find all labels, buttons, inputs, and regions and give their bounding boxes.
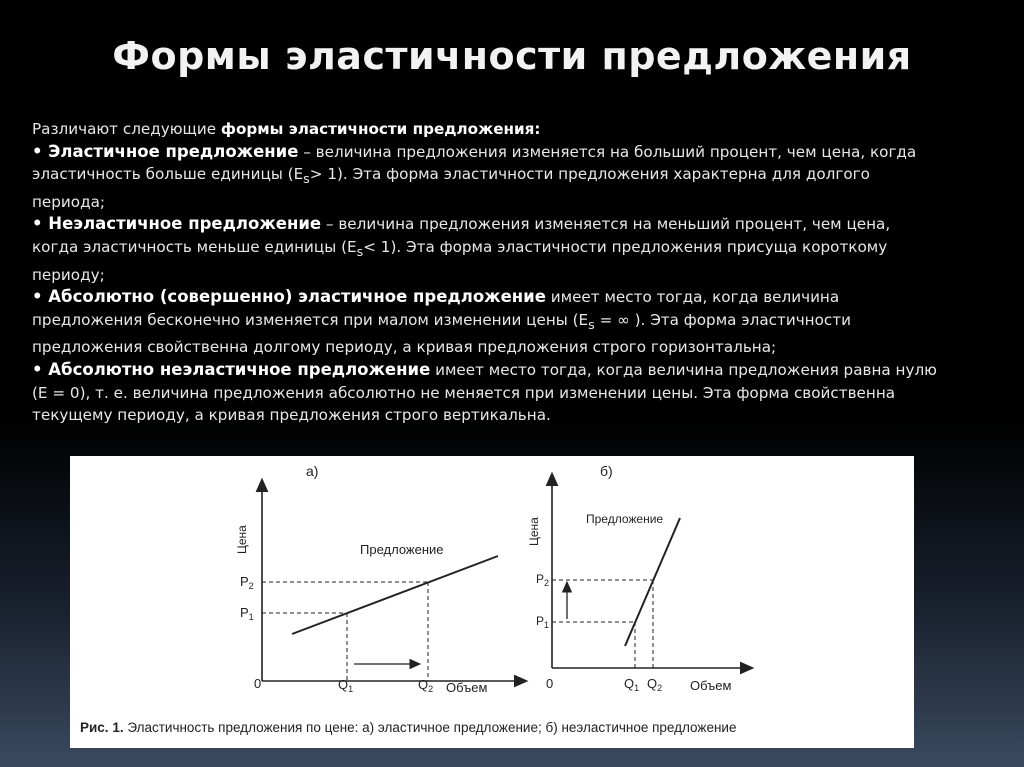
- panel-a-x-axis-label: Объем: [446, 680, 488, 695]
- bullet-inelastic-text-b-post: < 1). Эта форма эластичности предложения присуща короткому: [363, 238, 888, 256]
- panel-a-q1-label: $Q_1$: [338, 677, 354, 694]
- slide-title: Формы эластичности предложения: [112, 34, 912, 78]
- bullet-perfect-elastic-text-a: имеет место тогда, когда величина: [545, 288, 840, 307]
- bullet-perfect-inelastic-cont: (E = 0), т. е. величина предложения абсолютно не меняется при изменении цены. Эта форма свойственна: [32, 383, 896, 402]
- bullet-elastic-text-b-post: > 1). Эта форма эластичности предложения характерна для долгого: [309, 165, 870, 184]
- figure-panel: [70, 456, 914, 748]
- figure-caption-text: Эластичность предложения по цене: а) эластичное предложение; б) неэластичное предложение: [123, 720, 737, 735]
- panel-b-y-axis-label: Цена: [527, 517, 541, 546]
- slide-body: [32, 118, 982, 427]
- bullet-elastic-text-a: – величина предложения изменяется на больший процент, чем цена, когда: [298, 142, 917, 161]
- bullet-perfect-elastic: [32, 286, 982, 309]
- intro-line: [32, 118, 982, 141]
- panel-a-curve-label: Предложение: [360, 542, 444, 557]
- bullet-elastic-cont: [32, 163, 982, 191]
- bullet-perfect-elastic-text-b-post: = ∞ ). Эта форма эластичности: [594, 310, 851, 329]
- panel-b-label: б): [600, 463, 613, 479]
- bullet-elastic-head: • Эластичное предложение: [32, 141, 299, 161]
- panel-b-q1-label: $Q_1$: [624, 676, 640, 693]
- bullet-inelastic-head: • Неэластичное предложение: [32, 214, 322, 234]
- panel-b: [527, 463, 748, 693]
- panel-a: [235, 463, 522, 695]
- subscript-s: s: [588, 316, 595, 332]
- bullet-perfect-elastic-head: • Абсолютно (совершенно) эластичное предложение: [32, 287, 546, 307]
- subscript-s: s: [356, 244, 364, 260]
- figure-caption: [80, 720, 910, 735]
- bullet-inelastic-text-a: – величина предложения изменяется на меньший процент, чем цена,: [321, 215, 891, 234]
- bullet-perfect-elastic-text-b-pre: предложения бесконечно изменяется при малом изменении цены (E: [32, 310, 589, 329]
- panel-b-p1-label: $P_1$: [536, 614, 550, 630]
- panel-a-y-axis-label: Цена: [235, 525, 249, 554]
- panel-a-origin: 0: [254, 676, 262, 691]
- bullet-inelastic-text-b-pre: когда эластичность меньше единицы (E: [32, 238, 357, 256]
- figure-caption-number: Рис. 1.: [80, 720, 124, 735]
- panel-a-q2-label: $Q_2$: [418, 677, 434, 694]
- panel-a-label: а): [306, 463, 319, 479]
- panel-a-supply-curve: [292, 556, 498, 634]
- intro-prefix: Различают следующие: [32, 120, 221, 138]
- panel-a-p2-label: $P_2$: [240, 574, 254, 591]
- bullet-perfect-inelastic: [32, 359, 982, 382]
- figure-diagram: [70, 456, 914, 748]
- bullet-perfect-inelastic-cont2: текущему периоду, а кривая предложения строго вертикальна.: [32, 406, 551, 425]
- panel-b-curve-label: Предложение: [586, 512, 664, 526]
- subscript-s: s: [303, 171, 310, 187]
- panel-b-q2-label: $Q_2$: [647, 676, 663, 693]
- panel-b-origin: 0: [546, 676, 554, 691]
- bullet-elastic: [32, 141, 982, 164]
- bullet-elastic-text-b-pre: эластичность больше единицы (E: [32, 165, 304, 184]
- panel-a-p1-label: $P_1$: [240, 605, 254, 622]
- bullet-elastic-cont2: периода;: [32, 192, 106, 211]
- bullet-inelastic: [32, 213, 982, 236]
- panel-b-x-axis-label: Объем: [690, 678, 732, 693]
- bullet-perfect-inelastic-text-a: имеет место тогда, когда величина предложения равна нулю: [430, 361, 937, 380]
- intro-bold: формы эластичности предложения:: [220, 120, 541, 138]
- bullet-perfect-inelastic-head: • Абсолютно неэластичное предложение: [32, 360, 431, 380]
- bullet-inelastic-cont: [32, 236, 982, 264]
- panel-b-p2-label: $P_2$: [536, 572, 550, 588]
- bullet-inelastic-cont2: периоду;: [32, 265, 105, 284]
- bullet-perfect-elastic-cont: [32, 309, 982, 337]
- bullet-perfect-elastic-cont2: предложения свойственна долгому периоду, а кривая предложения строго горизонтальна;: [32, 338, 777, 357]
